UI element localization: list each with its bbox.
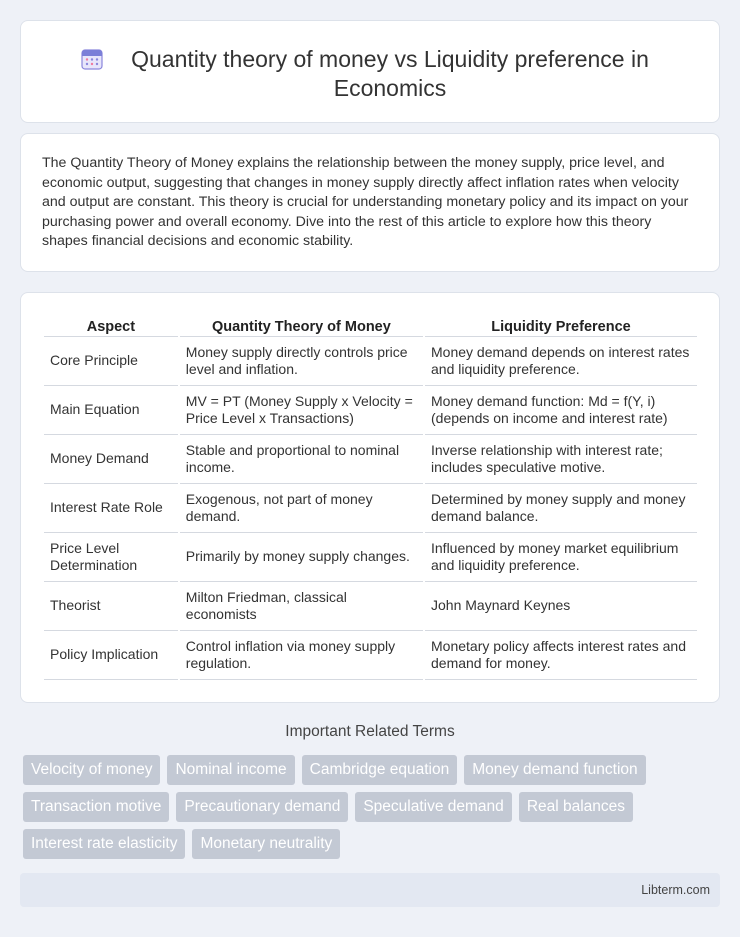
cell-quantity-theory: Milton Friedman, classical economists — [180, 582, 423, 631]
related-term-tag[interactable]: Speculative demand — [355, 792, 511, 822]
table-row — [44, 484, 697, 533]
header-liquidity-preference: Liquidity Preference — [425, 315, 697, 337]
related-term-tag[interactable]: Cambridge equation — [302, 755, 458, 785]
header-quantity-theory: Quantity Theory of Money — [180, 315, 423, 337]
cell-liquidity-preference: Determined by money supply and money demand balance. — [425, 484, 697, 533]
intro-paragraph: The Quantity Theory of Money explains the relationship between the money supply, price level, and economic output, suggesting that changes in money supply directly affect inflation rates when velocity and output are constant. This theory is crucial for understanding monetary policy and its impact on your purchasing power and overall economy. Dive into the rest of this article to explore how this theory shapes financial decisions and economic stability. — [42, 155, 689, 250]
header-aspect: Aspect — [44, 315, 178, 337]
related-terms-list — [23, 755, 703, 866]
cell-quantity-theory: Money supply directly controls price level and inflation. — [180, 337, 423, 386]
related-term-tag[interactable]: Velocity of money — [23, 755, 160, 785]
table-row — [44, 631, 697, 680]
table-row — [44, 337, 697, 386]
cell-aspect: Policy Implication — [44, 631, 178, 680]
intro-card — [20, 133, 720, 272]
cell-aspect: Money Demand — [44, 435, 178, 484]
cell-liquidity-preference: Influenced by money market equilibrium and liquidity preference. — [425, 533, 697, 582]
table-row — [44, 582, 697, 631]
related-terms-heading: Important Related Terms — [285, 723, 455, 740]
cell-quantity-theory: Control inflation via money supply regulation. — [180, 631, 423, 680]
cell-aspect: Main Equation — [44, 386, 178, 435]
cell-liquidity-preference: Money demand function: Md = f(Y, i) (depends on income and interest rate) — [425, 386, 697, 435]
cell-aspect: Core Principle — [44, 337, 178, 386]
related-term-tag[interactable]: Monetary neutrality — [192, 829, 340, 859]
cell-aspect: Theorist — [44, 582, 178, 631]
page-title-text: Quantity theory of money vs Liquidity preference in Economics — [131, 46, 649, 101]
page-title — [21, 45, 719, 103]
related-term-tag[interactable]: Precautionary demand — [176, 792, 348, 822]
cell-liquidity-preference: John Maynard Keynes — [425, 582, 697, 631]
cell-aspect: Interest Rate Role — [44, 484, 178, 533]
cell-quantity-theory: MV = PT (Money Supply x Velocity = Price Level x Transactions) — [180, 386, 423, 435]
footer — [20, 873, 720, 907]
cell-liquidity-preference: Money demand depends on interest rates and liquidity preference. — [425, 337, 697, 386]
table-row — [44, 435, 697, 484]
related-term-tag[interactable]: Interest rate elasticity — [23, 829, 185, 859]
related-term-tag[interactable]: Real balances — [519, 792, 633, 822]
comparison-table — [42, 315, 699, 680]
table-header-row — [44, 315, 697, 337]
table-row — [44, 386, 697, 435]
cell-aspect: Price Level Determination — [44, 533, 178, 582]
cell-quantity-theory: Stable and proportional to nominal income. — [180, 435, 423, 484]
related-term-tag[interactable]: Transaction motive — [23, 792, 169, 822]
title-card — [20, 20, 720, 123]
cell-liquidity-preference: Monetary policy affects interest rates and demand for money. — [425, 631, 697, 680]
cell-liquidity-preference: Inverse relationship with interest rate; includes speculative motive. — [425, 435, 697, 484]
cell-quantity-theory: Primarily by money supply changes. — [180, 533, 423, 582]
table-row — [44, 533, 697, 582]
footer-brand-link[interactable]: Libterm.com — [641, 883, 710, 897]
related-term-tag[interactable]: Money demand function — [464, 755, 645, 785]
comparison-table-card — [20, 292, 720, 703]
related-term-tag[interactable]: Nominal income — [167, 755, 294, 785]
cell-quantity-theory: Exogenous, not part of money demand. — [180, 484, 423, 533]
